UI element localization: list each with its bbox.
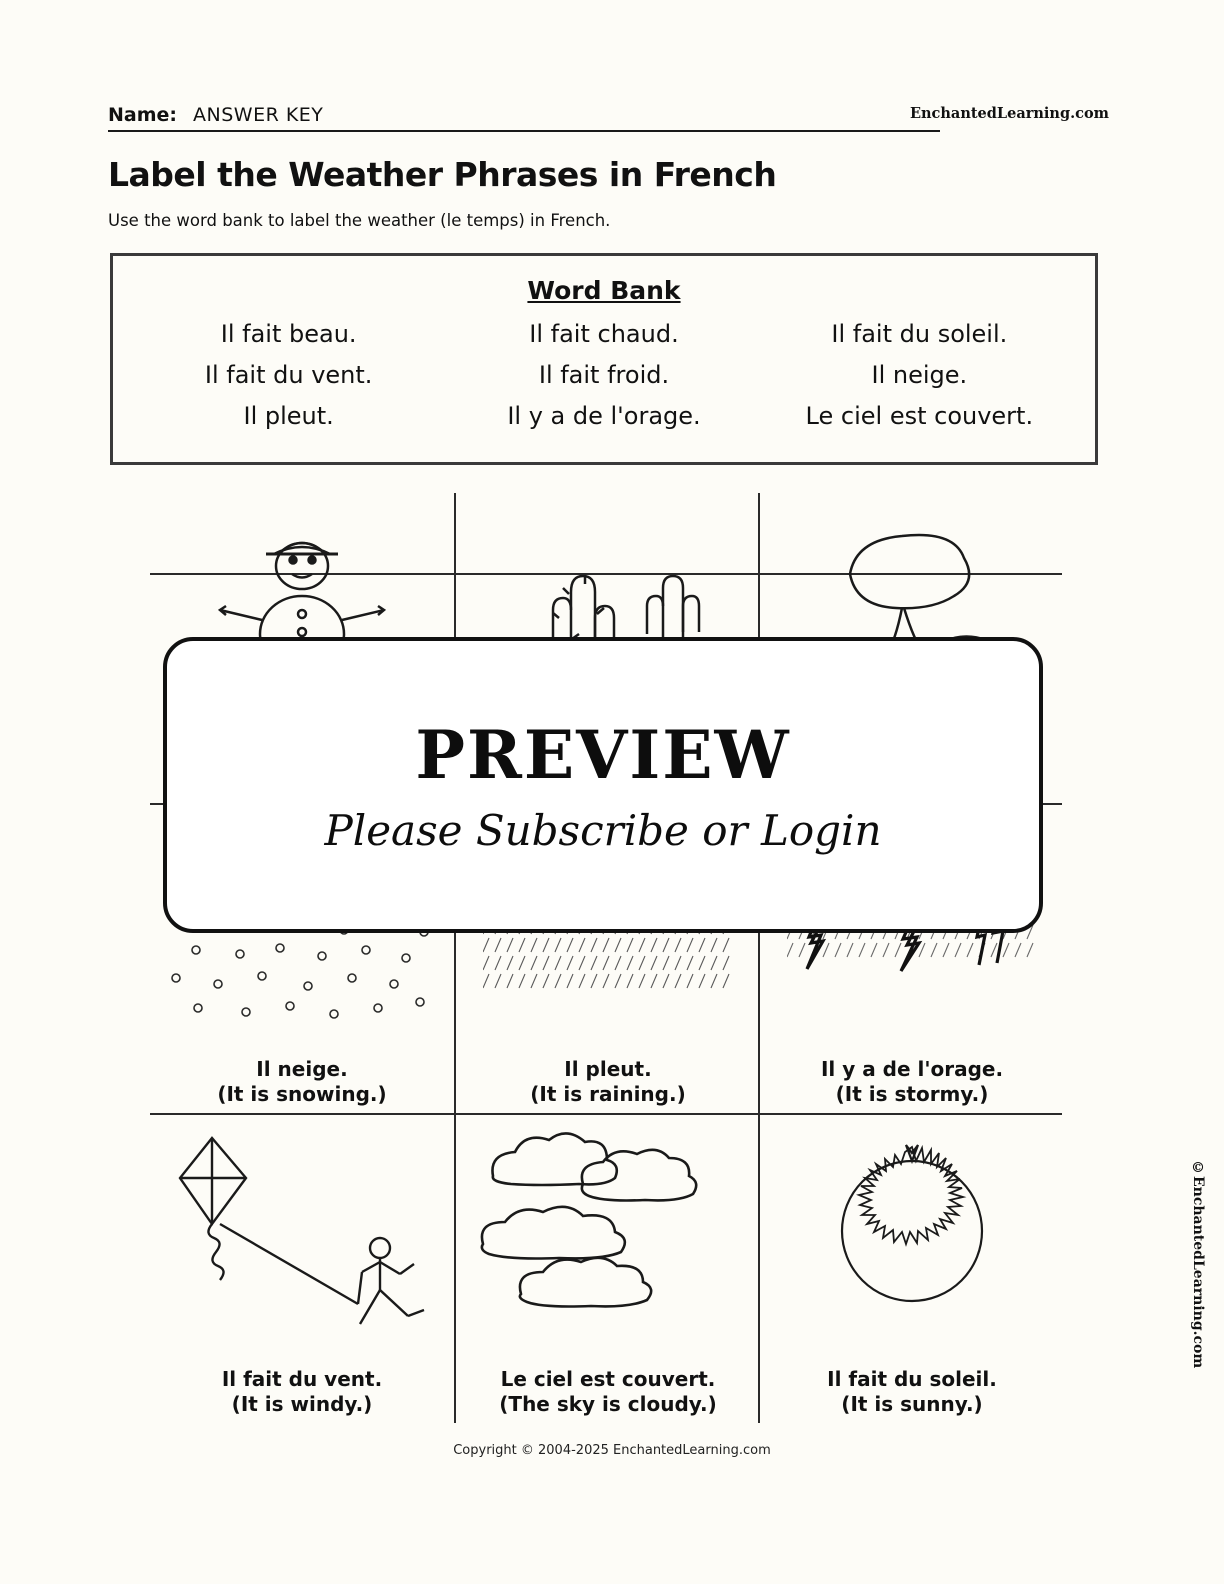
clouds-icon [456,1129,760,1329]
grid-cell-clouds [456,1115,760,1425]
grid-cell-kite [150,1115,454,1425]
english-gloss: (It is snowing.) [217,1082,387,1106]
name-value: ANSWER KEY [193,104,324,126]
word-bank-item: Il fait du soleil. [831,320,1008,348]
english-gloss: (It is sunny.) [841,1392,983,1416]
cell-answer-label [456,1057,760,1107]
cell-answer-label [456,1367,760,1417]
preview-overlay[interactable] [163,637,1043,933]
kite-icon [150,1125,454,1335]
word-bank-item: Il y a de l'orage. [507,401,701,430]
sun-icon [760,1131,1064,1331]
french-answer: Le ciel est couvert. [500,1367,716,1391]
site-brand: EnchantedLearning.com [909,105,1109,122]
word-bank-item: Il fait froid. [538,360,670,389]
word-bank-item: Il neige. [871,360,968,389]
grid-cell-sun [760,1115,1064,1425]
page-subtitle: Use the word bank to label the weather (le temps) in French. [108,211,611,230]
word-bank-item: Il fait beau. [220,320,357,348]
word-bank-item: Il fait chaud. [529,320,679,348]
preview-subscribe-login-link[interactable]: Please Subscribe or Login [324,805,882,855]
french-answer: Il fait du vent. [221,1367,383,1391]
cell-answer-label [760,1367,1064,1417]
name-field-row [108,104,940,132]
word-bank-item: Il pleut. [243,401,334,430]
page-title: Label the Weather Phrases in French [108,155,777,194]
word-bank-grid [113,317,1095,433]
english-gloss: (It is raining.) [530,1082,686,1106]
french-answer: Il y a de l'orage. [820,1057,1004,1081]
english-gloss: (The sky is cloudy.) [499,1392,717,1416]
word-bank-item: Le ciel est couvert. [805,401,1034,430]
weather-picture-grid [150,493,1062,1423]
french-answer: Il pleut. [564,1057,652,1081]
copyright-notice: Copyright © 2004-2025 EnchantedLearning.com [453,1443,771,1458]
cell-answer-label [150,1057,454,1107]
french-answer: Il neige. [256,1057,348,1081]
side-brand: ©EnchantedLearning.com [1190,1160,1206,1369]
english-gloss: (It is stormy.) [835,1082,989,1106]
word-bank [110,253,1098,465]
word-bank-title: Word Bank [527,276,681,305]
name-label: Name: [108,104,178,126]
cell-answer-label [760,1057,1064,1107]
french-answer: Il fait du soleil. [827,1367,997,1391]
cell-answer-label [150,1367,454,1417]
preview-title: PREVIEW [415,715,791,794]
english-gloss: (It is windy.) [231,1392,373,1416]
word-bank-item: Il fait du vent. [204,360,373,389]
